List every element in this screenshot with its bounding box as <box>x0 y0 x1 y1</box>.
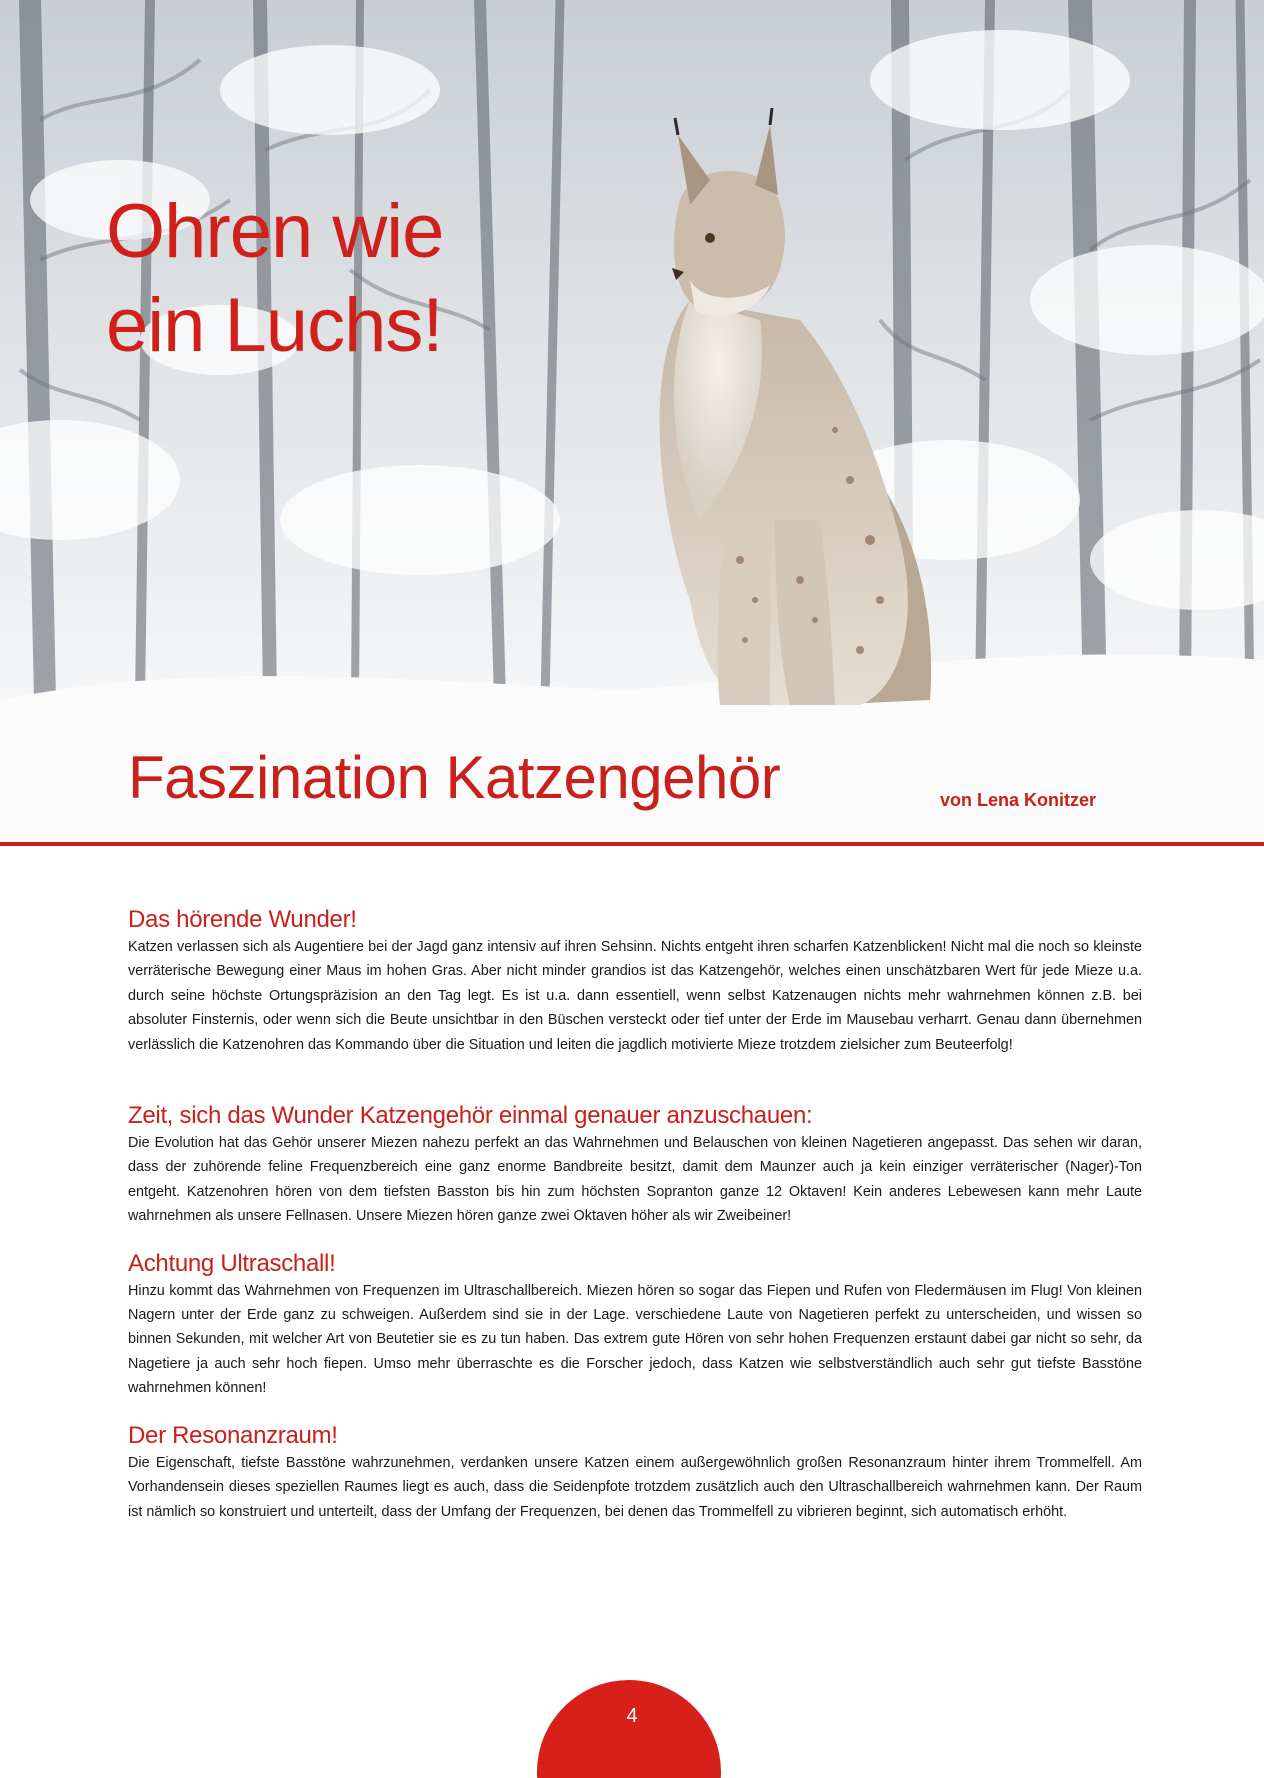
section-genauer-anschauen <box>128 1101 1142 1229</box>
author-byline: von Lena Konitzer <box>940 790 1097 810</box>
hero-image <box>0 0 1264 845</box>
section-heading: Das hörende Wunder! <box>128 906 357 933</box>
hero-title <box>106 185 586 373</box>
section-ultraschall <box>128 1249 1142 1401</box>
section-heading: Achtung Ultraschall! <box>128 1249 336 1277</box>
article-body <box>128 905 1142 1524</box>
snowy-forest-illustration <box>0 0 1264 845</box>
section-hoerende-wunder <box>128 905 1142 1057</box>
section-paragraph: Hinzu kommt das Wahrnehmen von Frequenzen im Ultraschallbereich. Miezen hören so sogar das Fiepen und Rufen von Fledermäusen im Flug! Von kleinen Nagern unter der Erde ganz zu schweigen. Außerdem sind sie in der Lage. verschiedene Laute von Nagetieren perfekt zu unterscheiden, und wissen so binnen Sekunden, mit welcher Art von Beutetier sie es zu tun haben. Das extrem gute Hören von sehr hohen Frequenzen erstaunt dabei gar nicht so sehr, da Nagetiere ja auch sehr hoch fiepen. Umso mehr überraschte es die Forscher jedoch, dass Katzen wie selbstverständlich auch sehr gut tiefste Basstöne wahrnehmen können! <box>128 1282 1142 1397</box>
section-paragraph: Die Eigenschaft, tiefste Basstöne wahrzunehmen, verdanken unsere Katzen einem außergewöhnlich großen Resonanzraum hinter ihrem Trommelfell. Am Vorhandensein dieses speziellen Raumes liegt es auch, dass die Seidenpfote trotzdem zusätzlich auch den Ultraschallbereich wahrnehmen kann. Der Raum ist nämlich so konstruiert und unterteilt, dass der Umfang der Frequenzen, bei denen das Trommelfell zu vibrieren beginnt, sich automatisch erhöht. <box>128 1454 1142 1520</box>
lynx-figure <box>660 108 932 705</box>
article-subtitle: Faszination Katzengehör <box>128 744 781 811</box>
page-number-badge <box>537 1680 721 1778</box>
hero-title-line-2: ein Luchs! <box>106 283 443 368</box>
red-divider <box>0 842 1264 846</box>
section-resonanzraum <box>128 1421 1142 1524</box>
section-paragraph: Die Evolution hat das Gehör unserer Miezen nahezu perfekt an das Wahrnehmen und Belauschen von kleinen Nagetieren angepasst. Das sehen wir daran, dass der zuhörende feline Frequenzbereich eine ganz enorme Bandbreite besitzt, damit dem Maunzer auch ja kein einziger verräterischer (Nager)-Ton entgeht. Katzenohren hören von dem tiefsten Basston bis hin zum höchsten Sopranton ganze 12 Oktaven! Kein anderes Lebewesen kann mehr Laute wahrnehmen als unsere Fellnasen. Unsere Miezen hören ganze zwei Oktaven höher als wir Zweibeiner! <box>128 1135 1142 1225</box>
page-number: 4 <box>626 1705 638 1727</box>
section-heading: Der Resonanzraum! <box>128 1421 338 1449</box>
hero-title-line-1: Ohren wie <box>106 189 444 274</box>
section-heading: Zeit, sich das Wunder Katzengehör einmal genauer anzuschauen: <box>128 1102 813 1130</box>
section-paragraph: Katzen verlassen sich als Augentiere bei der Jagd ganz intensiv auf ihren Sehsinn. Nichts entgeht ihren scharfen Katzenblicken! Nicht mal die noch so kleinste verräterische Bewegung einer Maus im hohen Gras. Aber nicht minder grandios ist das Katzengehör, welches einen unschätzbaren Wert für jede Mieze u.a. durch seine höchste Ortungspräzision an den Tag legt. Es ist u.a. dann essentiell, wenn selbst Katzenaugen nichts mehr wahrnehmen können z.B. bei absoluter Finsternis, oder wenn sich die Beute unsichtbar in den Büschen versteckt oder tief unter der Erde im Mausebau verharrt. Genau dann übernehmen verlässlich die Katzenohren das Kommando über die Situation und leiten die jagdlich motivierte Mieze trotzdem zielsicher zum Beuteerfolg! <box>128 939 1142 1053</box>
